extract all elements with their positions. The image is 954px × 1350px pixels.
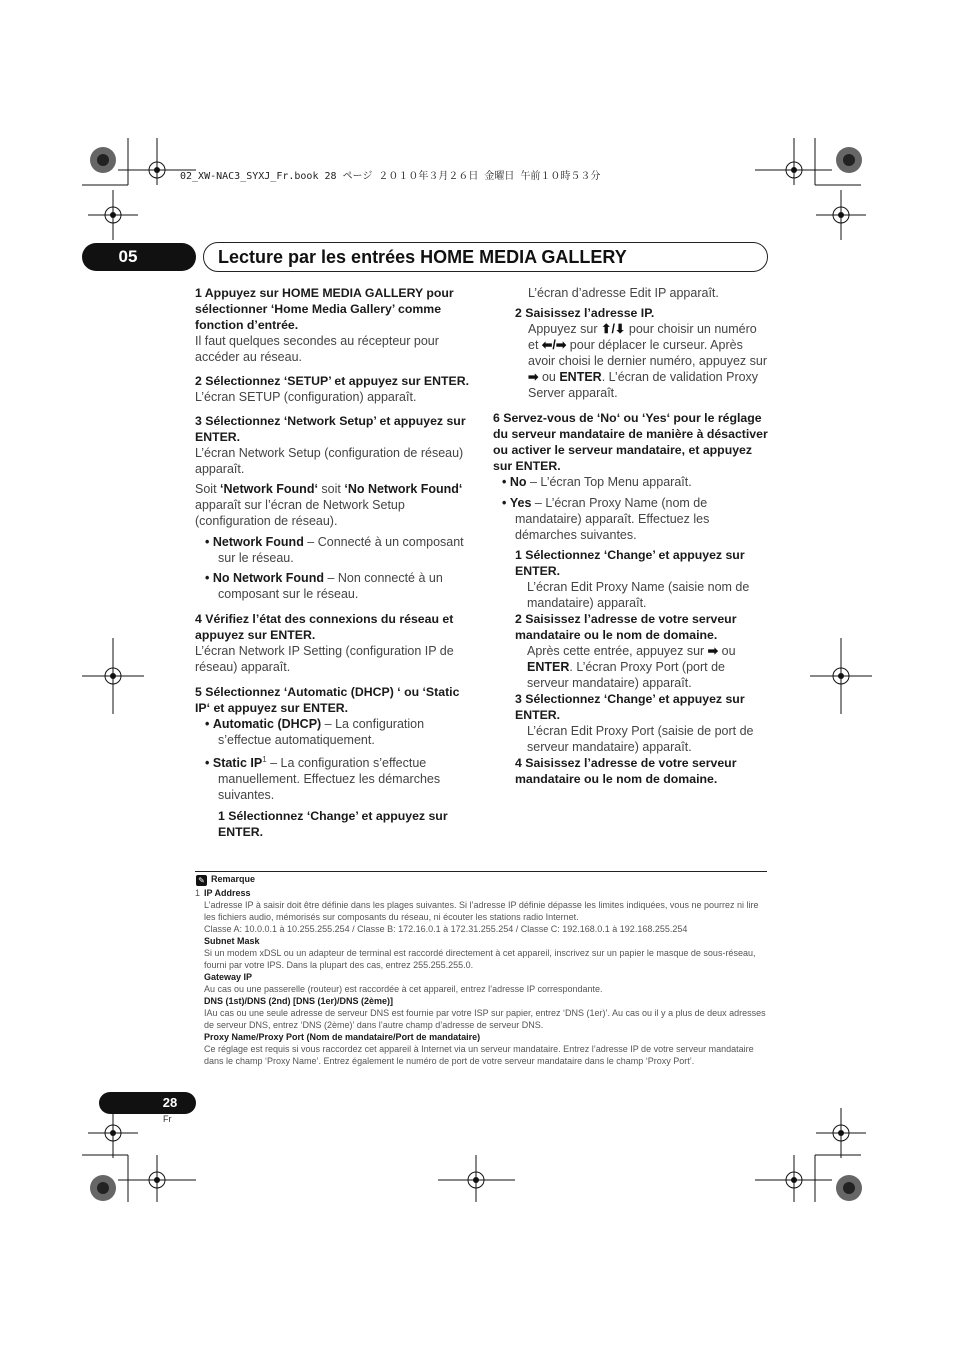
proxy-substep-4: 4 Saisissez l’adresse de votre serveur mandataire ou le nom de domaine. — [515, 756, 737, 786]
note-gateway-body: Au cas ou une passerelle (routeur) est raccordée à cet appareil, entrez l’adresse IP correspondante. — [204, 984, 603, 994]
step-4-body: L’écran Network IP Setting (configuration IP de réseau) apparaît. — [195, 644, 454, 674]
note-heading: IP Address — [204, 888, 251, 898]
bullet-text: – L’écran Top Menu apparaît. — [526, 475, 692, 489]
step-3-body: L’écran Network Setup (configuration de réseau) apparaît. — [195, 446, 464, 476]
step-3-title: 3 Sélectionnez ‘Network Setup’ et appuyez sur ENTER. — [195, 414, 466, 444]
bullet-dot: • — [502, 475, 510, 489]
text: ou — [538, 370, 560, 384]
step-2-title: 2 Sélectionnez ‘SETUP’ et appuyez sur ENTER. — [195, 374, 470, 388]
proxy-substep-2: 2 Saisissez l’adresse de votre serveur mandataire ou le nom de domaine. — [515, 612, 737, 642]
static-ip-substep-2: 2 Saisissez l’adresse IP. — [515, 306, 655, 320]
network-found-label: ‘Network Found‘ — [220, 482, 318, 496]
bullet-label: No Network Found — [212, 571, 324, 585]
ip-entry-instructions — [493, 321, 768, 401]
right-column — [493, 285, 768, 787]
bullet-dot: • — [205, 535, 213, 549]
note-proxy-title: Proxy Name/Proxy Port (Nom de mandataire/Port de mandataire) — [204, 1032, 481, 1042]
up-down-arrow-icon: ⬆/⬇ — [600, 322, 626, 336]
bullet-text: – Non connecté à un composant sur le réseau. — [218, 571, 443, 601]
text: Appuyez sur — [528, 322, 601, 336]
text-soit-2: soit — [317, 482, 345, 496]
text-soit: Soit — [195, 482, 221, 496]
footnote-number: 1 — [195, 888, 201, 898]
left-right-arrow-icon: ⬅/➡ — [541, 338, 567, 352]
note-dns-body: IAu cas ou une seule adresse de serveur DNS est fournie par votre ISP sur papier, entrez ‘DNS (1er)’. Au cas ou il y a plus de deux adresses de serveur DNS, entrez ‘DNS (2ème)’ dans l’autre champ d’adresse de serveur DNS. — [204, 1008, 766, 1030]
right-arrow-icon: ➡ — [528, 370, 539, 384]
bullet-text: – L’écran Proxy Name (nom de mandataire) apparaît. Effectuez les démarches suivantes. — [515, 496, 710, 542]
no-network-found-label: ‘No Network Found‘ — [344, 482, 463, 496]
note-gateway-title: Gateway IP — [204, 972, 253, 982]
bullet-dot: • — [502, 496, 510, 510]
text: pour déplacer le curseur. Après avoir choisi le dernier numéro, appuyez sur — [528, 338, 768, 368]
bullet-static-ip — [195, 752, 470, 803]
text: pour choisir un numéro et — [528, 322, 757, 352]
chapter-number: 05 — [118, 247, 138, 266]
proxy-substep-1: 1 Sélectionnez ‘Change’ et appuyez sur ENTER. — [515, 548, 745, 578]
notes-title — [211, 873, 255, 885]
proxy-substep-3: 3 Sélectionnez ‘Change’ et appuyez sur ENTER. — [515, 692, 745, 722]
proxy-substep-1-body: L’écran Edit Proxy Name (saisie nom de mandataire) apparaît. — [527, 580, 750, 610]
note-icon: ✎ — [196, 875, 207, 886]
bullet-label: Automatic (DHCP) — [212, 717, 322, 731]
notes-block — [195, 887, 767, 1067]
chapter-title: Lecture par les entrées HOME MEDIA GALLERY — [218, 247, 627, 267]
step-3-network-status — [195, 481, 470, 529]
text-rest: apparaît sur l’écran de Network Setup (configuration de réseau). — [195, 498, 405, 528]
notes-divider — [195, 871, 767, 872]
print-header: 02_XW-NAC3_SYXJ_Fr.book 28 ページ ２０１０年３月２６日 金曜日 午前１０時５３分 — [180, 171, 601, 182]
bullet-label: Network Found — [212, 535, 304, 549]
bullet-text: – Connecté à un composant sur le réseau. — [218, 535, 464, 565]
step-1-title: 1 Appuyez sur HOME MEDIA GALLERY pour sélectionner ‘Home Media Gallery’ comme fonction d’entrée. — [195, 286, 454, 332]
proxy-substep-3-body: L’écran Edit Proxy Port (saisie de port de serveur mandataire) apparaît. — [527, 724, 754, 754]
note-proxy-body: Ce réglage est requis si vous raccordez cet appareil à Internet via un serveur mandataire. Entrez l’adresse IP de votre serveur mandataire dans le champ ‘Proxy Name’. Entrez également le numéro de port de votre serveur mandataire dans le champ ‘Proxy Port’. — [204, 1044, 754, 1066]
note-dns-title: DNS (1st)/DNS (2nd) [DNS (1er)/DNS (2ème)] — [204, 996, 394, 1006]
proxy-substep-2-body — [493, 643, 768, 691]
bullet-yes — [493, 495, 768, 543]
note-subnet-body: Si un modem xDSL ou un adapteur de terminal est raccordé directement à cet appareil, inscrivez sur un papier le masque de sous-réseau, fourni par votre IPS. Dans la plupart des cas, entrez 255.255.255.0. — [204, 948, 756, 970]
note-ip-body: L’adresse IP à saisir doit être définie dans les plages suivantes. Si l’adresse IP définie dépasse les limites indiquées, vous ne pourrez ni lire les fichiers audio, mémorisés sur composants du réseau, ni écouter les stations radio Internet. — [204, 900, 759, 922]
step-2-body: L’écran SETUP (configuration) apparaît. — [195, 390, 417, 404]
enter-key-label: ENTER — [559, 370, 602, 384]
bullet-dot: • — [205, 756, 213, 771]
text: . L’écran de validation Proxy Server apparaît. — [528, 370, 759, 400]
bullet-no — [493, 474, 768, 490]
left-column — [195, 285, 470, 840]
bullet-label: Yes — [509, 496, 532, 510]
bullet-dot: • — [205, 717, 213, 731]
text: ou — [718, 644, 736, 658]
edit-ip-screen-text: L’écran d’adresse Edit IP apparaît. — [528, 286, 719, 300]
bullet-text: – La configuration s’effectue manuellement. Effectuez les démarches suivantes. — [218, 756, 441, 803]
bullet-automatic-dhcp — [195, 716, 470, 748]
right-arrow-icon: ➡ — [707, 644, 719, 658]
bullet-network-found — [195, 534, 470, 566]
step-6-title: 6 Servez-vous de ‘No‘ ou ‘Yes‘ pour le réglage du serveur mandataire de manière à désactiver ou activer le serveur mandataire, et appuyez sur ENTER. — [493, 411, 768, 473]
note-ip-classes: Classe A: 10.0.0.1 à 10.255.255.254 / Classe B: 172.16.0.1 à 172.31.255.254 / Classe C: 192.168.0.1 à 192.168.255.254 — [204, 924, 688, 934]
enter-key-label: ENTER — [527, 660, 570, 674]
footnote-ref: 1 — [262, 755, 267, 764]
notes-title-text: Remarque — [211, 874, 256, 884]
text: Après cette entrée, appuyez sur — [527, 644, 708, 658]
note-subnet-title: Subnet Mask — [204, 936, 260, 946]
text: . L’écran Proxy Port (port de serveur mandataire) apparaît. — [527, 660, 726, 690]
step-5-title: 5 Sélectionnez ‘Automatic (DHCP) ‘ ou ‘Static IP‘ et appuyez sur ENTER. — [195, 685, 460, 715]
page-language: Fr — [163, 1114, 172, 1124]
step-4-title: 4 Vérifiez l’état des connexions du réseau et appuyez sur ENTER. — [195, 612, 454, 642]
bullet-text: – La configuration s’effectue automatiquement. — [218, 717, 425, 747]
step-1-body: Il faut quelques secondes au récepteur pour accéder au réseau. — [195, 334, 439, 364]
bullet-label: No — [509, 475, 527, 489]
bullet-label: Static IP — [212, 756, 263, 771]
page-number: 28 — [162, 1095, 178, 1110]
bullet-dot: • — [205, 571, 213, 585]
bullet-no-network-found — [195, 570, 470, 602]
static-ip-substep-1: 1 Sélectionnez ‘Change’ et appuyez sur ENTER. — [218, 809, 448, 840]
note-ip-title — [195, 887, 767, 899]
